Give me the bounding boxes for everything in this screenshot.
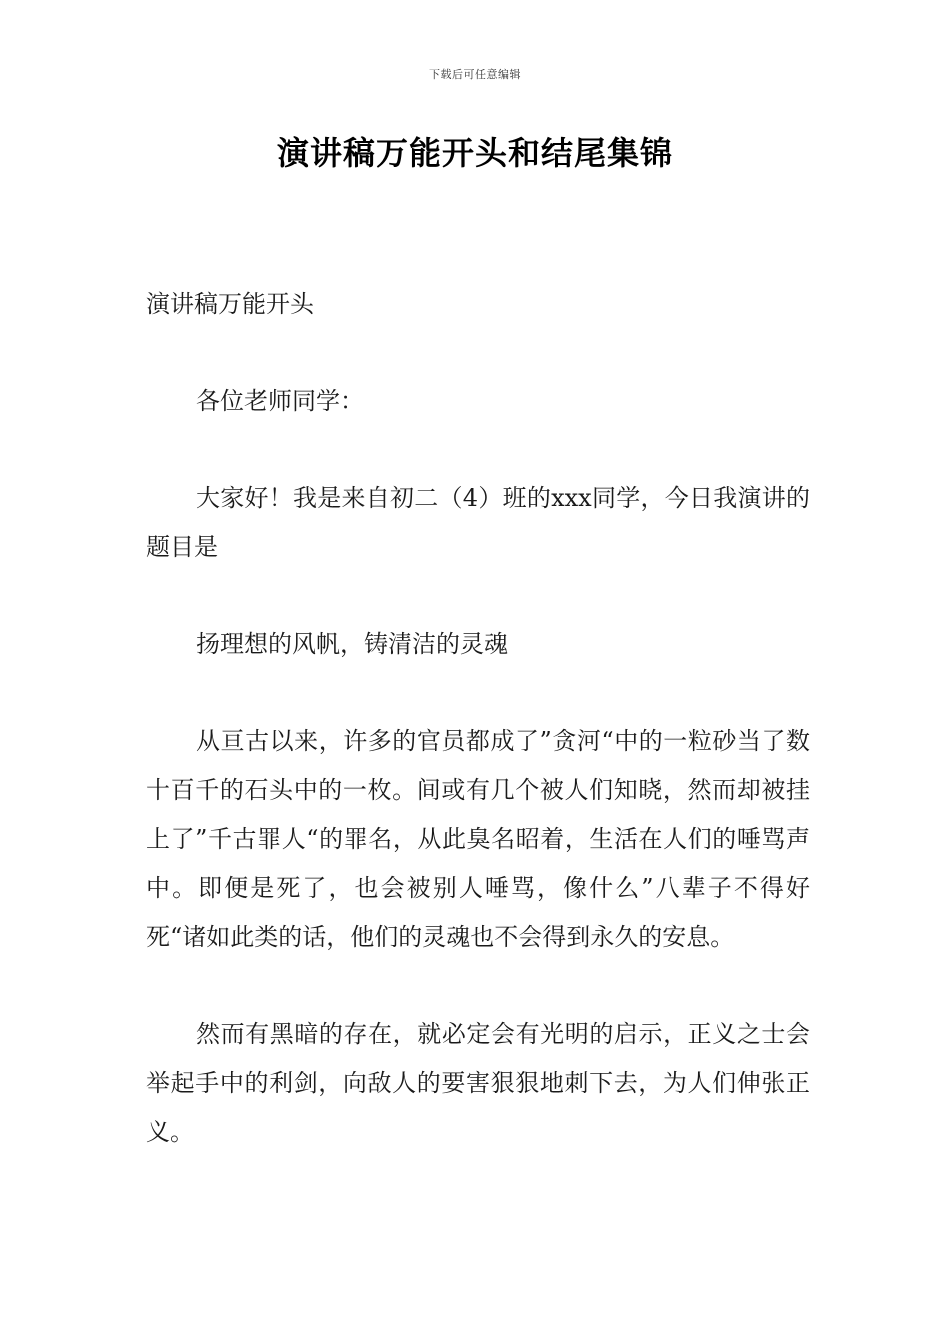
- document-body: [146, 280, 810, 1205]
- paragraph-topic: 扬理想的风帆，铸清洁的灵魂: [196, 630, 508, 658]
- paragraph-body-1: 从亘古以来，许多的官员都成了”贪河“中的一粒砂当了数十百千的石头中的一枚。间或有几个被人们知晓，然而却被挂上了”千古罪人“的罪名，从此臭名昭着，生活在人们的唾骂声中。即便是死了，也会被别人唾骂，像什么”八辈子不得好死“诸如此类的话，他们的灵魂也不会得到永久的安息。: [146, 727, 810, 951]
- section-heading: 演讲稿万能开头: [146, 290, 314, 318]
- paragraph-body-2: 然而有黑暗的存在，就必定会有光明的启示，正义之士会举起手中的利剑，向敌人的要害狠狠地刺下去，为人们伸张正义。: [146, 1020, 810, 1146]
- header-note: 下载后可任意编辑: [429, 68, 521, 81]
- paragraph-greeting: 各位老师同学：: [196, 387, 364, 415]
- paragraph-introduction: 大家好！我是来自初二（4）班的xxx同学，今日我演讲的题目是: [146, 484, 810, 561]
- document-title: 演讲稿万能开头和结尾集锦: [276, 134, 673, 172]
